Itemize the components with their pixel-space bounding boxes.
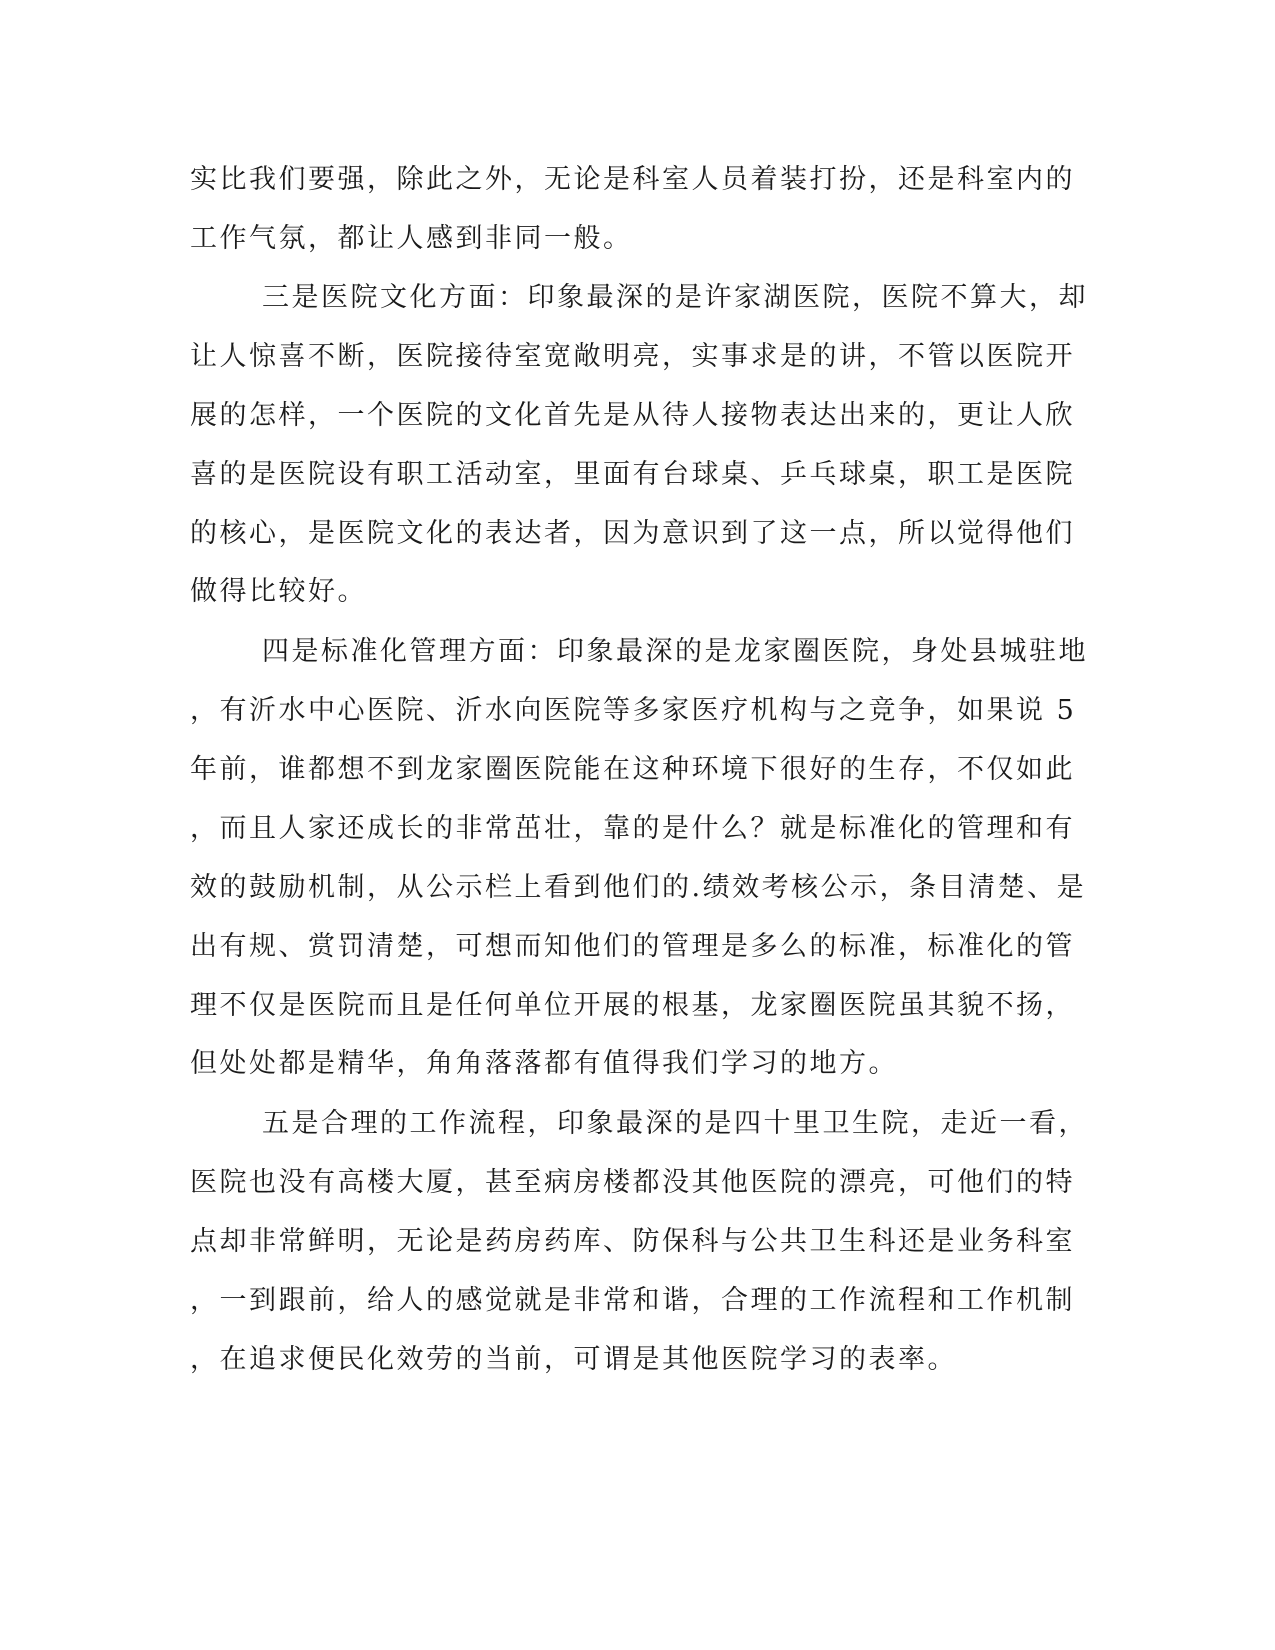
paragraph-start-standardization: 四是标准化管理方面：印象最深的是龙家圈医院，身处县城驻地 [262, 636, 1088, 667]
text-line: ，在追求便民化效劳的当前，可谓是其他医院学习的表率。 [190, 1344, 957, 1375]
text-line: 喜的是医院设有职工活动室，里面有台球桌、乒乓球桌，职工是医院 [190, 459, 1075, 490]
text-line: 效的鼓励机制，从公示栏上看到他们的.绩效考核公示，条目清楚、是 [190, 872, 1087, 903]
text-line: 实比我们要强，除此之外，无论是科室人员着装打扮，还是科室内的 [190, 164, 1075, 195]
text-line: 年前，谁都想不到龙家圈医院能在这种环境下很好的生存，不仅如此 [190, 754, 1075, 785]
text-line: 做得比较好。 [190, 576, 367, 607]
text-line: 让人惊喜不断，医院接待室宽敞明亮，实事求是的讲，不管以医院开 [190, 341, 1075, 372]
text-line: 但处处都是精华，角角落落都有值得我们学习的地方。 [190, 1048, 898, 1079]
paragraph-start-culture: 三是医院文化方面：印象最深的是许家湖医院，医院不算大，却 [262, 282, 1088, 313]
text-line: ，有沂水中心医院、沂水向医院等多家医疗机构与之竞争，如果说 5 [190, 695, 1077, 726]
text-line: 医院也没有高楼大厦，甚至病房楼都没其他医院的漂亮，可他们的特 [190, 1167, 1075, 1198]
text-line: 理不仅是医院而且是任何单位开展的根基，龙家圈医院虽其貌不扬， [190, 990, 1075, 1021]
paragraph-start-workflow: 五是合理的工作流程，印象最深的是四十里卫生院，走近一看， [262, 1108, 1088, 1139]
text-line: ，而且人家还成长的非常茁壮，靠的是什么？就是标准化的管理和有 [190, 813, 1075, 844]
text-line: 的核心，是医院文化的表达者，因为意识到了这一点，所以觉得他们 [190, 518, 1075, 549]
text-line: 工作气氛，都让人感到非同一般。 [190, 223, 633, 254]
text-line: 出有规、赏罚清楚，可想而知他们的管理是多么的标准，标准化的管 [190, 931, 1075, 962]
text-line: 点却非常鲜明，无论是药房药库、防保科与公共卫生科还是业务科室 [190, 1226, 1075, 1257]
text-line: 展的怎样，一个医院的文化首先是从待人接物表达出来的，更让人欣 [190, 400, 1075, 431]
text-line: ，一到跟前，给人的感觉就是非常和谐，合理的工作流程和工作机制 [190, 1285, 1075, 1316]
